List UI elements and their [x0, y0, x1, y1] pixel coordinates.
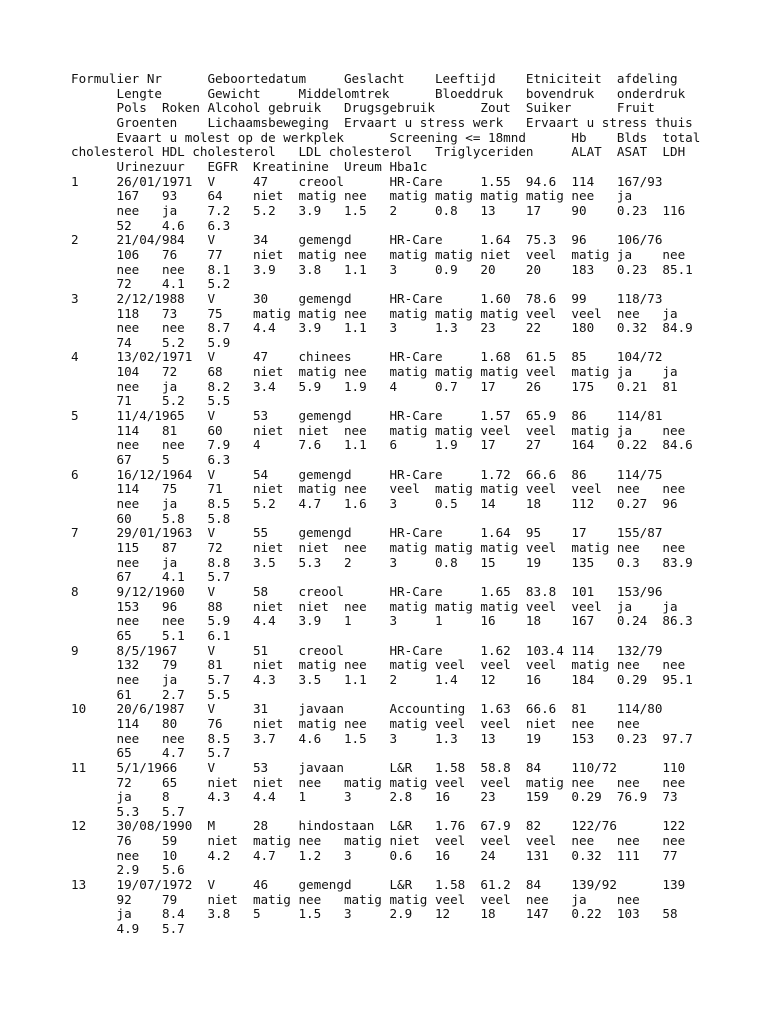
- record-line: 153 96 88 niet niet nee matig matig matig veel veel ja ja: [71, 598, 678, 614]
- record-line: 61 2.7 5.5: [71, 686, 231, 702]
- record-line: 1 26/01/1971 V 47 creool HR-Care 1.55 94.6 114 167/93: [71, 173, 663, 189]
- record-1: [71, 175, 700, 234]
- record-line: 106 76 77 niet matig nee matig matig niet veel matig ja nee: [71, 246, 686, 262]
- record-line: nee nee 8.1 3.9 3.8 1.1 3 0.9 20 20 183 0.23 85.1: [71, 261, 693, 277]
- header-line: Evaart u molest op de werkplek Screening <= 18mnd Hb Blds total: [71, 129, 701, 145]
- record-line: 92 79 niet matig nee matig matig veel veel nee ja nee: [71, 891, 640, 907]
- record-12: [71, 819, 700, 878]
- record-line: 52 4.6 6.3: [71, 217, 231, 233]
- record-line: 2.9 5.6: [71, 862, 185, 878]
- record-line: 132 79 81 niet matig nee matig veel veel veel matig nee nee: [71, 657, 686, 673]
- record-line: nee ja 8.8 3.5 5.3 2 3 0.8 15 19 135 0.3 83.9: [71, 554, 693, 570]
- record-3: [71, 292, 700, 351]
- record-line: 4 13/02/1971 V 47 chinees HR-Care 1.68 61.5 85 104/72: [71, 349, 663, 365]
- record-line: 76 59 niet matig nee matig niet veel veel veel nee nee nee: [71, 833, 686, 849]
- record-line: nee ja 7.2 5.2 3.9 1.5 2 0.8 13 17 90 0.23 116: [71, 202, 686, 218]
- record-line: ja 8 4.3 4.4 1 3 2.8 16 23 159 0.29 76.9 73: [71, 789, 678, 805]
- header-line: cholesterol HDL cholesterol LDL cholesterol Triglyceriden ALAT ASAT LDH: [71, 144, 686, 160]
- record-5: [71, 409, 700, 468]
- record-line: 114 80 76 niet matig nee matig veel veel niet nee nee: [71, 715, 640, 731]
- header-line: Lengte Gewicht Middelomtrek Bloeddruk bovendruk onderdruk: [71, 85, 686, 101]
- record-line: nee ja 8.2 3.4 5.9 1.9 4 0.7 17 26 175 0.21 81: [71, 378, 678, 394]
- record-line: 114 75 71 niet matig nee veel matig matig veel veel nee nee: [71, 481, 686, 497]
- record-2: [71, 233, 700, 292]
- record-line: 2 21/04/984 V 34 gemengd HR-Care 1.64 75.3 96 106/76: [71, 232, 663, 248]
- record-line: nee nee 8.5 3.7 4.6 1.5 3 1.3 13 19 153 0.23 97.7: [71, 730, 693, 746]
- record-line: 72 65 niet niet nee matig matig veel veel matig nee nee nee: [71, 774, 686, 790]
- record-line: 115 87 72 niet niet nee matig matig matig veel matig nee nee: [71, 540, 686, 555]
- record-6: [71, 468, 700, 527]
- record-11: [71, 761, 700, 820]
- header-line: Groenten Lichaamsbeweging Ervaart u stress werk Ervaart u stress thuis: [71, 114, 693, 130]
- record-line: 72 4.1 5.2: [71, 276, 231, 292]
- record-8: [71, 585, 700, 644]
- column-header-block: [71, 72, 700, 175]
- record-line: nee nee 8.7 4.4 3.9 1.1 3 1.3 23 22 180 0.32 84.9: [71, 320, 693, 336]
- header-line: Urinezuur EGFR Kreatinine Ureum Hba1c: [71, 158, 428, 174]
- record-line: 8 9/12/1960 V 58 creool HR-Care 1.65 83.8 101 153/96: [71, 583, 663, 599]
- record-9: [71, 644, 700, 703]
- record-line: 114 81 60 niet niet nee matig matig veel veel matig ja nee: [71, 422, 686, 438]
- record-line: 118 73 75 matig matig nee matig matig matig veel veel nee ja: [71, 305, 678, 321]
- record-line: 74 5.2 5.9: [71, 334, 231, 350]
- record-line: 13 19/07/1972 V 46 gemengd L&R 1.58 61.2 84 139/92 139: [71, 877, 686, 893]
- record-line: 9 8/5/1967 V 51 creool HR-Care 1.62 103.4 114 132/79: [71, 642, 663, 658]
- header-line: Pols Roken Alcohol gebruik Drugsgebruik Zout Suiker Fruit: [71, 100, 655, 116]
- record-line: nee 10 4.2 4.7 1.2 3 0.6 16 24 131 0.32 111 77: [71, 847, 678, 863]
- header-line: Formulier Nr Geboortedatum Geslacht Leeftijd Etniciteit afdeling: [71, 71, 678, 86]
- record-line: 67 4.1 5.7: [71, 569, 231, 585]
- record-line: 65 4.7 5.7: [71, 745, 231, 761]
- record-line: 71 5.2 5.5: [71, 393, 231, 409]
- record-4: [71, 350, 700, 409]
- record-line: nee ja 5.7 4.3 3.5 1.1 2 1.4 12 16 184 0.29 95.1: [71, 671, 693, 687]
- record-line: 65 5.1 6.1: [71, 627, 231, 643]
- form-data-listing: [71, 72, 700, 937]
- record-line: 3 2/12/1988 V 30 gemengd HR-Care 1.60 78.6 99 118/73: [71, 290, 663, 306]
- record-line: 6 16/12/1964 V 54 gemengd HR-Care 1.72 66.6 86 114/75: [71, 466, 663, 482]
- record-line: nee ja 8.5 5.2 4.7 1.6 3 0.5 14 18 112 0.27 96: [71, 496, 678, 512]
- record-line: nee nee 7.9 4 7.6 1.1 6 1.9 17 27 164 0.22 84.6: [71, 437, 693, 453]
- record-line: 4.9 5.7: [71, 921, 185, 937]
- record-line: 167 93 64 niet matig nee matig matig matig matig nee ja: [71, 188, 633, 204]
- record-line: nee nee 5.9 4.4 3.9 1 3 1 16 18 167 0.24 86.3: [71, 613, 693, 629]
- record-line: 67 5 6.3: [71, 452, 231, 468]
- record-line: 10 20/6/1987 V 31 javaan Accounting 1.63 66.6 81 114/80: [71, 701, 663, 717]
- record-line: 104 72 68 niet matig nee matig matig matig veel matig ja ja: [71, 364, 678, 380]
- record-line: 5 11/4/1965 V 53 gemengd HR-Care 1.57 65.9 86 114/81: [71, 408, 663, 424]
- record-line: 60 5.8 5.8: [71, 510, 231, 526]
- record-10: [71, 702, 700, 761]
- record-line: 12 30/08/1990 M 28 hindostaan L&R 1.76 67.9 82 122/76 122: [71, 818, 686, 834]
- record-line: 11 5/1/1966 V 53 javaan L&R 1.58 58.8 84 110/72 110: [71, 759, 686, 775]
- record-13: [71, 878, 700, 937]
- record-7: [71, 526, 700, 585]
- record-line: 7 29/01/1963 V 55 gemengd HR-Care 1.64 95 17 155/87: [71, 525, 663, 541]
- record-line: ja 8.4 3.8 5 1.5 3 2.9 12 18 147 0.22 103 58: [71, 906, 678, 922]
- record-line: 5.3 5.7: [71, 803, 185, 819]
